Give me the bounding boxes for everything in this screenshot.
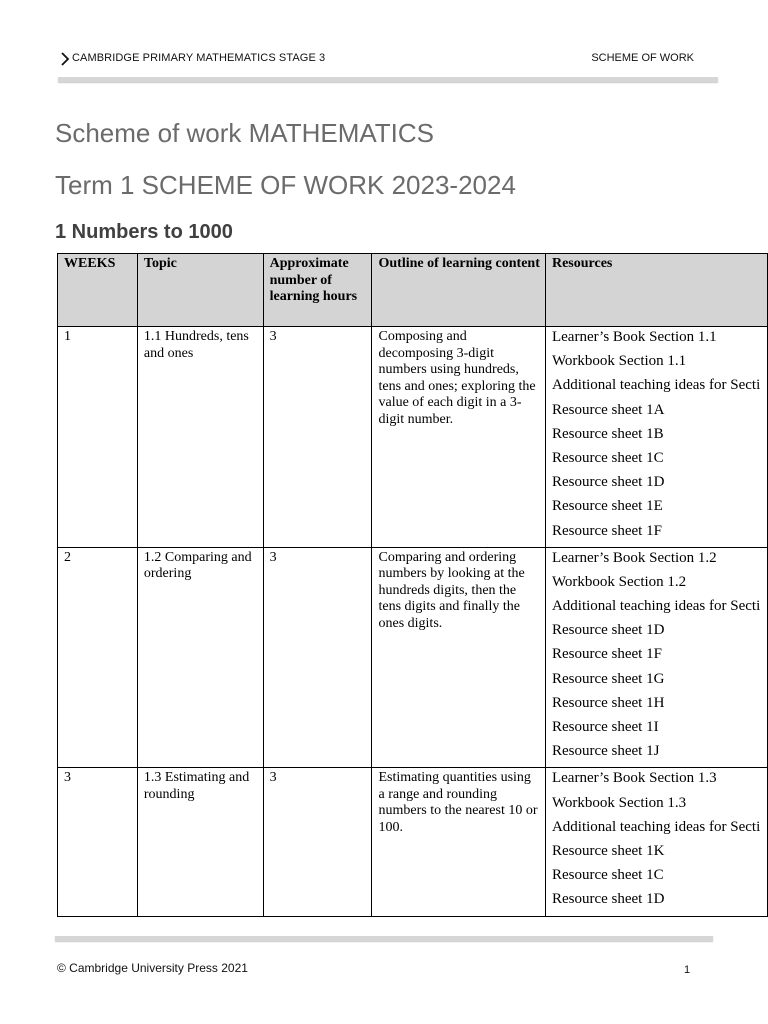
resource-item: Resource sheet 1C bbox=[551, 449, 664, 466]
resource-item: Additional teaching ideas for Secti bbox=[551, 598, 761, 615]
resource-item: Resource sheet 1G bbox=[551, 670, 665, 687]
table-row bbox=[58, 327, 768, 548]
footer-divider bbox=[55, 936, 713, 941]
header-divider bbox=[58, 77, 718, 82]
week-cell: 1 bbox=[58, 327, 138, 548]
table-row bbox=[58, 547, 768, 768]
chevron-right-icon bbox=[59, 51, 71, 67]
copyright-text: © Cambridge University Press 2021 bbox=[57, 961, 248, 975]
resource-item: Additional teaching ideas for Secti bbox=[551, 377, 761, 394]
header-doc-type: SCHEME OF WORK bbox=[591, 52, 694, 64]
resource-item: Resource sheet 1D bbox=[551, 622, 665, 639]
resource-item: Learner’s Book Section 1.2 bbox=[551, 549, 717, 566]
hours-cell: 3 bbox=[263, 327, 372, 548]
hours-cell: 3 bbox=[263, 768, 372, 916]
week-cell: 2 bbox=[58, 547, 138, 768]
scheme-table bbox=[57, 253, 768, 917]
topic-cell: 1.3 Estimating and rounding bbox=[137, 768, 263, 916]
resource-item: Resource sheet 1B bbox=[551, 425, 664, 442]
col-header-outline: Outline of learning content bbox=[372, 254, 545, 327]
col-header-hours: Approximate number of learning hours bbox=[263, 254, 372, 327]
resources-cell bbox=[545, 768, 767, 916]
resource-item: Resource sheet 1I bbox=[551, 719, 659, 735]
resources-cell bbox=[545, 547, 767, 768]
resource-item: Resource sheet 1C bbox=[551, 867, 664, 884]
resource-item: Additional teaching ideas for Secti bbox=[551, 818, 761, 835]
week-cell: 3 bbox=[58, 768, 138, 916]
resource-item: Resource sheet 1K bbox=[551, 842, 665, 859]
header-course-title: CAMBRIDGE PRIMARY MATHEMATICS STAGE 3 bbox=[72, 52, 326, 64]
resource-item: Resource sheet 1D bbox=[551, 891, 665, 908]
table-row bbox=[58, 768, 768, 916]
resource-item: Resource sheet 1F bbox=[551, 522, 662, 539]
page-number: 1 bbox=[684, 964, 691, 976]
resources-cell bbox=[545, 327, 767, 548]
section-heading: 1 Numbers to 1000 bbox=[55, 221, 233, 243]
col-header-topic: Topic bbox=[137, 254, 263, 327]
resource-item: Workbook Section 1.2 bbox=[551, 573, 687, 590]
topic-cell: 1.1 Hundreds, tens and ones bbox=[137, 327, 263, 548]
resource-item: Resource sheet 1J bbox=[551, 743, 660, 760]
col-header-weeks: WEEKS bbox=[58, 254, 138, 327]
table-header-row bbox=[58, 254, 768, 327]
outline-cell: Composing and decomposing 3-digit numbers using hundreds, tens and ones; exploring the value of each digit in a 3-digit number. bbox=[372, 327, 545, 548]
resource-item: Resource sheet 1F bbox=[551, 646, 662, 663]
term-title: Term 1 SCHEME OF WORK 2023-2024 bbox=[55, 170, 516, 200]
resource-item: Resource sheet 1D bbox=[551, 474, 665, 491]
page-header bbox=[59, 51, 699, 69]
col-header-resources: Resources bbox=[545, 254, 767, 327]
resource-item: Learner’s Book Section 1.1 bbox=[551, 329, 717, 345]
resource-item: Workbook Section 1.1 bbox=[551, 353, 687, 370]
resource-item: Learner’s Book Section 1.3 bbox=[551, 770, 717, 787]
resource-item: Resource sheet 1A bbox=[551, 401, 665, 418]
hours-cell: 3 bbox=[263, 547, 372, 768]
resource-item: Workbook Section 1.3 bbox=[551, 794, 687, 811]
outline-cell: Estimating quantities using a range and rounding numbers to the nearest 10 or 100. bbox=[372, 768, 545, 916]
page-title: Scheme of work MATHEMATICS bbox=[55, 118, 434, 148]
resource-item: Resource sheet 1H bbox=[551, 694, 665, 711]
topic-cell: 1.2 Comparing and ordering bbox=[137, 547, 263, 768]
outline-cell: Comparing and ordering numbers by looking at the hundreds digits, then the tens digits and finally the ones digits. bbox=[372, 547, 545, 768]
resource-item: Resource sheet 1E bbox=[551, 498, 663, 515]
